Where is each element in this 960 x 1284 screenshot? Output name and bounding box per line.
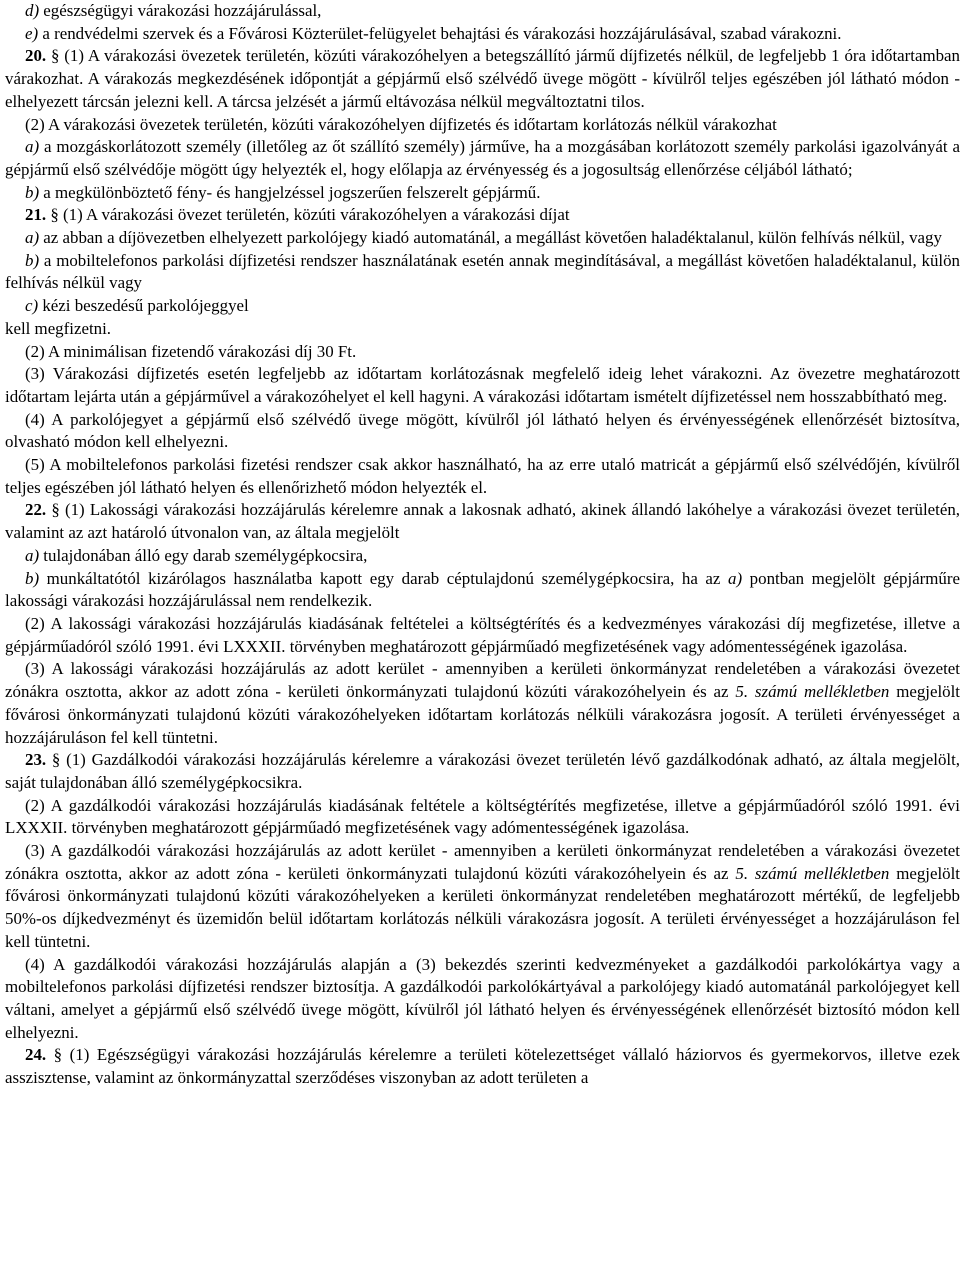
- paragraph-text: kell megfizetni.: [5, 318, 111, 338]
- paragraph: [5, 227, 960, 250]
- list-label: b): [25, 182, 40, 202]
- inline-reference: a): [728, 568, 743, 588]
- paragraph-text: munkáltatótól kizárólagos használatba kapott egy darab céptulajdonú személygépkocsira, ha az: [39, 568, 729, 588]
- paragraph-text: a rendvédelmi szervek és a Fővárosi Közterület-felügyelet behajtási és várakozási hozzájárulásával, szabad várakozni.: [38, 23, 842, 43]
- paragraph-text: (3) A gazdálkodói várakozási hozzájárulás az adott kerület - amennyiben a kerületi önkormányzat rendeletében a várakozási övezetet zónákra osztotta, akkor az adott zóna - kerületi önkormányzati tulajdonú közúti várakozóhelyein és az: [5, 841, 960, 883]
- paragraph: [5, 0, 960, 23]
- section-number: 22.: [25, 500, 47, 520]
- paragraph-text: kézi beszedésű parkolójeggyel: [38, 296, 249, 316]
- paragraph-text: § (1) A várakozási övezet területén, közúti várakozóhelyen a várakozási díjat: [46, 205, 570, 225]
- paragraph-text: az abban a díjövezetben elhelyezett parkolójegy kiadó automatánál, a megállást követően haladéktalanul, külön felhívás nélkül, vagy: [39, 228, 942, 248]
- paragraph: [5, 363, 960, 408]
- paragraph-text-tail: pontban megjelölt gépjárműre lakossági várakozási hozzájárulással nem rendelkezik.: [5, 568, 960, 611]
- section-number: 23.: [25, 750, 47, 770]
- paragraph-text: tulajdonában álló egy darab személygépkocsira,: [39, 545, 368, 565]
- paragraph: [5, 840, 960, 954]
- inline-reference: 5. számú mellékletben: [735, 682, 890, 702]
- paragraph: [5, 295, 960, 318]
- paragraph: [5, 136, 960, 181]
- inline-reference: 5. számú mellékletben: [735, 863, 890, 883]
- paragraph-text: (2) A gazdálkodói várakozási hozzájárulás kiadásának feltétele a költségtérítés megfizetése, illetve a gépjárműadóról szóló 1991. évi LXXXII. törvényben meghatározott gépjárműadó megfizetésének vagy adómentességének igazolása.: [5, 795, 960, 838]
- paragraph: [5, 454, 960, 499]
- paragraph-text: § (1) Gazdálkodói várakozási hozzájárulás kérelemre a várakozási övezet területén lévő gazdálkodónak adható, az általa megjelölt, saját tulajdonában álló személygépkocsikra.: [5, 750, 960, 792]
- list-label: a): [25, 228, 40, 248]
- paragraph-text: (3) Várakozási díjfizetés esetén legfeljebb az időtartam korlátozásnak megfelelő ideig lehet várakozni. Az övezetre meghatározott időtartam lejárta után a gépjárművel a várakozóhelyet el kell hagyni. A várakozási időtartam ismételt díjfizetéssel nem hosszabbítható meg.: [5, 364, 960, 406]
- paragraph: [5, 954, 960, 1045]
- paragraph: [5, 568, 960, 613]
- section-paragraph: [5, 45, 960, 113]
- paragraph: [5, 250, 960, 295]
- paragraph-text: (4) A gazdálkodói várakozási hozzájárulás alapján a (3) bekezdés szerinti kedvezményeket a gazdálkodói parkolókártya vagy a mobiltelefonos parkolási díjfizetési rendszer biztosítja. A gazdálkodói parkolókártyával a parkolójegy kiadó automatánál parkolójegyet kell váltani, amelyet a gépjármű első szélvédő üvege mögött, kívülről jól látható helyen és érvényességének ellenőrzését biztosító módon kell elhelyezni.: [5, 954, 960, 1042]
- list-label: d): [25, 1, 40, 20]
- paragraph-text: (2) A minimálisan fizetendő várakozási díj 30 Ft.: [25, 341, 357, 361]
- paragraph: [5, 545, 960, 568]
- list-label: a): [25, 137, 40, 157]
- paragraph: [5, 318, 960, 341]
- section-paragraph: [5, 499, 960, 544]
- section-paragraph: [5, 204, 960, 227]
- paragraph-text: § (1) A várakozási övezetek területén, közúti várakozóhelyen a betegszállító jármű díjfizetés nélkül, de legfeljebb 1 óra időtartamban várakozhat. A várakozás megkezdésének időpontját a gépjármű első szélvédő üvege mögött - kívülről teljes egészében jól látható módon - elhelyezett tárcsán jelezni kell. A tárcsa jelzését a jármű eltávozása nélkül megváltoztatni tilos.: [5, 46, 960, 111]
- paragraph-text-tail: megjelölt fővárosi önkormányzati tulajdonú közúti várakozóhelyeken a kerületi önkormányzat rendeletében meghatározott mértékű, de legfeljebb 50%-os díjkedvezményt és üzemidőn belül időtartam korlátozás nélküli várakozásra jogosít. A területi érvényességet a hozzájáruláson fel kell tüntetni.: [5, 863, 960, 951]
- paragraph-text: a mozgáskorlátozott személy (illetőleg az őt szállító személy) járműve, ha a mozgásában korlátozott személy parkolási igazolványát a gépjármű első szélvédője mögött úgy helyezték el, hogy előlapja az érvényesség és a jogosultság ellenőrzése céljából látható;: [5, 137, 960, 179]
- paragraph: [5, 341, 960, 364]
- document-body: [5, 0, 960, 1090]
- paragraph-text: (5) A mobiltelefonos parkolási fizetési rendszer csak akkor használható, ha az erre utaló matricát a gépjármű első szélvédőjén, kívülről teljes egészében jól látható helyen és ellenőrizhető módon helyezték el.: [5, 455, 960, 497]
- paragraph-text: (2) A várakozási övezetek területén, közúti várakozóhelyen díjfizetés és időtartam korlátozás nélkül várakozhat: [25, 114, 777, 134]
- section-number: 21.: [25, 205, 47, 225]
- list-label: a): [25, 545, 40, 565]
- paragraph-text: a megkülönböztető fény- és hangjelzéssel jogszerűen felszerelt gépjármű.: [39, 182, 541, 202]
- paragraph: [5, 658, 960, 749]
- paragraph-text: § (1) Lakossági várakozási hozzájárulás kérelemre annak a lakosnak adható, akinek állandó lakóhelye a várakozási övezet területén, valamint az azt határoló útvonalon van, az általa megjelölt: [5, 500, 960, 543]
- paragraph: [5, 23, 960, 46]
- section-paragraph: [5, 1044, 960, 1089]
- paragraph: [5, 114, 960, 137]
- paragraph-text: a mobiltelefonos parkolási díjfizetési rendszer használatának esetén annak megindításával, a megállást követően haladéktalanul, külön felhívás nélkül vagy: [5, 250, 960, 293]
- section-number: 20.: [25, 46, 47, 66]
- paragraph-text: egészségügyi várakozási hozzájárulással,: [39, 1, 322, 20]
- list-label: b): [25, 250, 40, 270]
- paragraph-text: (2) A lakossági várakozási hozzájárulás kiadásának feltételei a költségtérítés és a kedvezményes várakozási díj megfizetése, illetve a gépjárműadóról szóló 1991. évi LXXXII. törvényben meghatározott gépjárműadó megfizetésének vagy adómentességének igazolása.: [5, 613, 960, 656]
- list-label: c): [25, 296, 39, 316]
- paragraph-text: § (1) Egészségügyi várakozási hozzájárulás kérelemre a területi kötelezettséget vállaló háziorvos és gyermekorvos, illetve ezek asszisztense, valamint az önkormányzattal szerződéses viszonyban az adott területen a: [5, 1045, 960, 1088]
- paragraph-text-tail: megjelölt fővárosi önkormányzati tulajdonú közúti várakozóhelyeken időtartam korlátozás nélküli várakozásra jogosít. A területi érvényességet a hozzájáruláson fel kell tüntetni.: [5, 682, 960, 747]
- list-label: e): [25, 23, 39, 43]
- paragraph: [5, 795, 960, 840]
- paragraph-text: (3) A lakossági várakozási hozzájárulás az adott kerület - amennyiben a kerületi önkormányzat rendeletében a várakozási övezetet zónákra osztotta, akkor az adott zóna - kerületi önkormányzati tulajdonú közúti várakozóhelyein és az: [5, 659, 960, 702]
- section-number: 24.: [25, 1045, 47, 1065]
- section-paragraph: [5, 749, 960, 794]
- paragraph: [5, 613, 960, 658]
- paragraph: [5, 409, 960, 454]
- paragraph-text: (4) A parkolójegyet a gépjármű első szélvédő üvege mögött, kívülről jól látható helyen és érvényességének ellenőrzését biztosítva, olvasható módon kell elhelyezni.: [5, 409, 960, 452]
- paragraph: [5, 182, 960, 205]
- list-label: b): [25, 568, 40, 588]
